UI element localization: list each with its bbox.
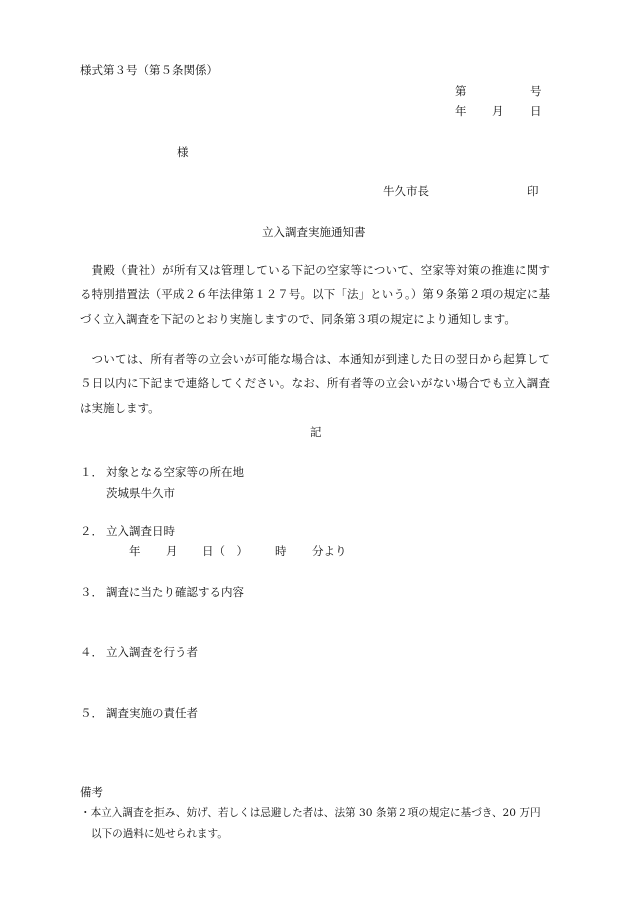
issuer-name: 牛久市長 [383, 184, 429, 198]
item-1 [80, 467, 244, 479]
item-number: ４． [80, 645, 103, 659]
item-4 [80, 647, 198, 659]
item-label: 調査に当たり確認する内容 [106, 585, 244, 599]
item-number: ２． [80, 524, 103, 538]
item-number: ３． [80, 585, 103, 599]
body-paragraph-1: 貴殿（貴社）が所有又は管理している下記の空家等について、空家等対策の推進に関する特別措置法（平成２６年法律第１２７号。以下「法」という。）第９条第２項の規定に基づく立入調査を下記のとおり実施しますので、同条第３項の規定により通知します。 [80, 263, 550, 326]
ki-heading: 記 [310, 425, 322, 439]
item-1-value: 茨城県牛久市 [106, 486, 175, 500]
date-year: 年 [455, 104, 467, 118]
item-number: ５． [80, 706, 103, 720]
item-label: 対象となる空家等の所在地 [106, 465, 244, 479]
item-number: １． [80, 465, 103, 479]
datetime-day: 日（ ） [202, 544, 248, 558]
item-label: 立入調査日時 [106, 524, 175, 538]
notes-line-2: 以下の過料に処せられます。 [91, 828, 228, 840]
form-number: 様式第３号（第５条関係） [80, 63, 218, 77]
date-month: 月 [492, 104, 504, 118]
issuer-seal: 印 [527, 184, 539, 198]
notes-line-1: ・本立入調査を拒み、妨げ、若しくは忌避した者は、法第 30 条第２項の規定に基づき、20 万円 [80, 807, 541, 819]
item-3 [80, 587, 244, 599]
item-label: 立入調査を行う者 [106, 645, 198, 659]
item-5 [80, 708, 198, 720]
item-2 [80, 526, 175, 538]
datetime-minute: 分より [312, 544, 347, 558]
item-label: 調査実施の責任者 [106, 706, 198, 720]
body-paragraph-2: ついては、所有者等の立会いが可能な場合は、本通知が到達した日の翌日から起算して５日以内に下記まで連絡してください。なお、所有者等の立会いがない場合でも立入調査は実施します。 [80, 352, 550, 415]
addressee-honorific: 様 [177, 145, 189, 159]
datetime-year: 年 [129, 544, 141, 558]
doc-number-suffix: 号 [530, 84, 542, 98]
document-title: 立入調査実施通知書 [262, 225, 366, 239]
datetime-month: 月 [166, 544, 178, 558]
datetime-hour: 時 [275, 544, 287, 558]
notes-heading: 備考 [80, 785, 103, 799]
doc-number-prefix: 第 [455, 84, 467, 98]
date-day: 日 [530, 104, 542, 118]
